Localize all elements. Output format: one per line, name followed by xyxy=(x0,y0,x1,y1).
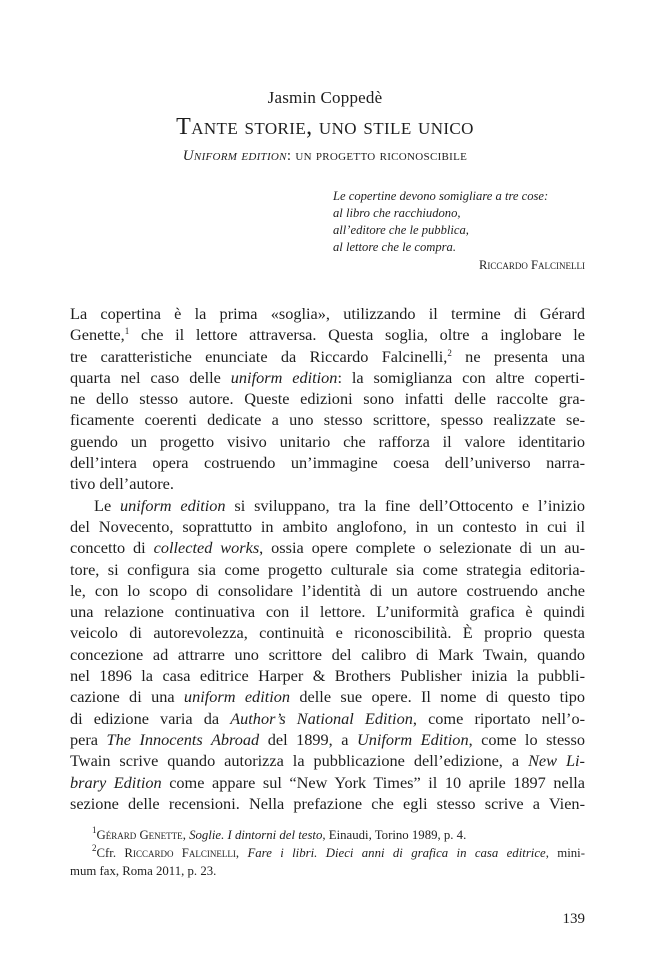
italic-term: New Li- xyxy=(528,751,585,771)
footnote-comma: , xyxy=(235,846,248,860)
italic-term: The Innocents Abroad xyxy=(106,729,260,749)
text-span: che il lettore attraversa. Questa soglia, oltre a inglobare le xyxy=(129,325,585,345)
text-line xyxy=(70,324,585,345)
footnote-title: Soglie. I dintorni del testo xyxy=(189,828,323,842)
italic-term: collected works xyxy=(153,538,260,558)
text-line: nel 1896 la casa editrice Harper & Brothers Publisher inizia la pubbli- xyxy=(70,666,585,686)
subtitle-italic: Uniform edition xyxy=(182,148,287,164)
footnote-2-continued: mum fax, Roma 2011, p. 23. xyxy=(70,864,217,878)
text-line: dell’intera opera costruendo un’immagine coesa dell’universo narra- xyxy=(70,453,585,473)
text-line: ne dello stesso autore. Queste edizioni sono infatti delle raccolte gra- xyxy=(70,389,585,409)
text-span: di edizione varia da xyxy=(70,708,231,728)
text-span: Le xyxy=(94,495,120,515)
text-line xyxy=(70,495,585,516)
text-span: tre caratteristiche enunciate da Riccardo Falcinelli, xyxy=(70,346,448,366)
text-span: quarta nel caso delle xyxy=(70,367,231,387)
text-line xyxy=(70,772,585,793)
text-line xyxy=(70,346,585,367)
text-span: come appare sul “New York Times” il 10 aprile 1897 nella xyxy=(161,772,585,792)
footnote-number: 2 xyxy=(92,843,97,853)
subtitle-rest: : un progetto riconoscibile xyxy=(286,148,468,164)
text-line xyxy=(70,367,585,388)
text-line: le, con lo scopo di consolidare l’identità di un autore costruendo anche xyxy=(70,580,585,600)
text-line: guendo un progetto visivo unitario che rafforza il valore identitario xyxy=(70,431,585,451)
chapter-title: Tante storie, uno stile unico xyxy=(176,114,474,140)
text-line: concezione ad attrarre uno scrittore del calibro di Mark Twain, quando xyxy=(70,644,585,664)
footnote-2 xyxy=(70,844,585,862)
text-line: La copertina è la prima «soglia», utilizzando il termine di Gérard xyxy=(70,304,585,323)
epigraph xyxy=(333,188,585,274)
text-span: concetto di xyxy=(70,538,154,558)
author-name: Jasmin Coppedè xyxy=(267,88,383,107)
italic-term: Author’s National Edition xyxy=(230,708,413,728)
italic-term: uniform edition xyxy=(183,687,291,707)
text-span: : la somiglianza con altre coperti- xyxy=(337,367,585,387)
epigraph-line: al lettore che le compra. xyxy=(333,240,456,254)
text-line xyxy=(70,708,585,729)
epigraph-line: al libro che racchiudono, xyxy=(333,206,461,220)
footnote-title: Fare i libri. Dieci anni di grafica in casa editrice xyxy=(247,846,546,860)
footnote-author: Riccardo Falcinelli xyxy=(124,846,236,860)
text-span: del 1899, a xyxy=(259,729,357,749)
footnote-author: Gérard Genette xyxy=(96,828,183,842)
text-line: tore, si configura sia come progetto culturale sia come strategia editoria- xyxy=(70,559,585,579)
text-line: sezione delle recensioni. Nella prefazione che egli stesso scrive a Vien- xyxy=(70,793,585,813)
text-line xyxy=(70,750,585,771)
text-line xyxy=(70,686,585,707)
page-number: 139 xyxy=(562,911,585,927)
text-line: ficamente coerenti dedicate a uno stesso scrittore, spesso realizzate se- xyxy=(70,410,585,430)
footnote-ref-2[interactable]: 2 xyxy=(447,347,452,358)
text-line: una relazione continuativa con il lettore. L’uniformità grafica è quindi xyxy=(70,602,585,622)
text-span: si sviluppano, tra la fine dell’Ottocento e l’inizio xyxy=(225,495,585,515)
italic-term: brary Edition xyxy=(70,772,162,792)
epigraph-line: all’editore che le pubblica, xyxy=(333,223,469,237)
footnotes xyxy=(70,826,585,880)
text-span: Genette, xyxy=(70,325,125,345)
text-span: delle sue opere. Il nome di questo tipo xyxy=(290,687,586,707)
text-line xyxy=(70,729,585,750)
footnote-prefix: Cfr. xyxy=(96,846,125,860)
text-span: , come lo stesso xyxy=(468,729,585,749)
epigraph-line: Le copertine devono somigliare a tre cose: xyxy=(333,189,549,203)
text-span: , ossia opere complete o selezionate di un au- xyxy=(259,538,586,558)
chapter-subtitle xyxy=(0,148,650,165)
footnote-number: 1 xyxy=(92,825,97,835)
text-line: veicolo di autorevolezza, continuità e riconoscibilità. È proprio questa xyxy=(70,623,585,643)
footnote-comma: , xyxy=(182,828,190,842)
italic-term: Uniform Edition xyxy=(356,729,469,749)
italic-term: uniform edition xyxy=(119,495,226,515)
text-line: del Novecento, soprattutto in ambito anglofono, in un contesto in cui il xyxy=(70,516,585,536)
body-text xyxy=(70,303,585,814)
footnote-rest: , Einaudi, Torino 1989, p. 4. xyxy=(322,828,467,842)
text-span: Twain scrive quando autorizza la pubblicazione dell’edizione, a xyxy=(70,751,529,771)
footnote-rest: , mini- xyxy=(545,846,585,860)
epigraph-attribution: Riccardo Falcinelli xyxy=(478,258,585,272)
text-span: pera xyxy=(70,729,107,749)
footnote-1 xyxy=(70,826,585,844)
text-span: ne presenta una xyxy=(451,346,586,366)
text-span: , come riportato nell’o- xyxy=(412,708,586,728)
text-line: tivo dell’autore. xyxy=(70,474,174,494)
footnote-ref-1[interactable]: 1 xyxy=(124,326,130,337)
text-span: cazione di una xyxy=(70,687,184,707)
text-line xyxy=(70,537,585,558)
italic-term: uniform edition xyxy=(230,367,338,387)
